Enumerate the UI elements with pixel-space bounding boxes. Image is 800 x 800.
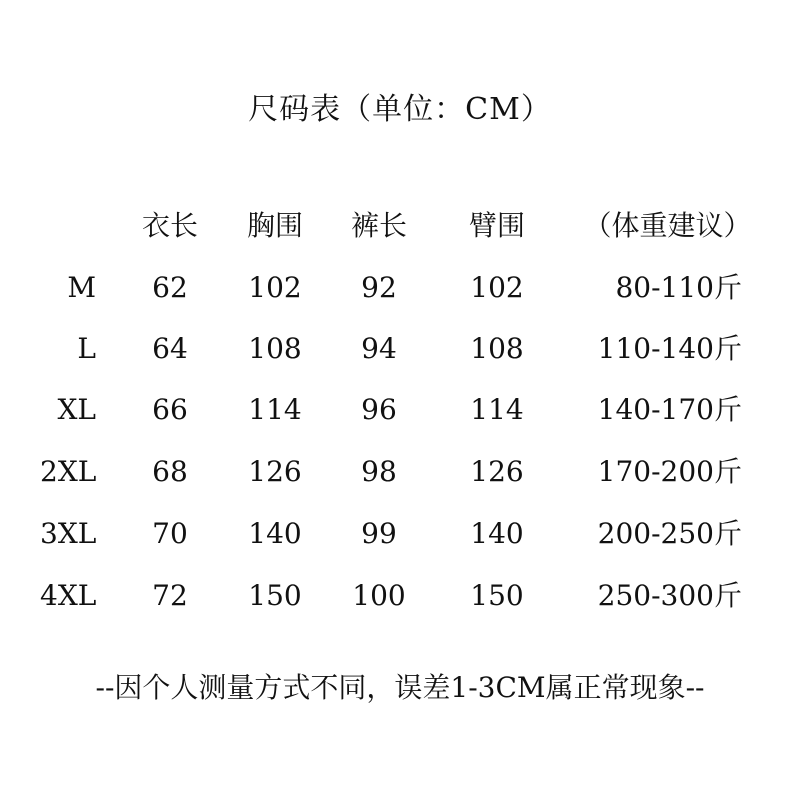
row-3xl-weight: 200-250斤 (597, 517, 742, 550)
row-xl-length: 66 (152, 393, 188, 426)
row-l-arm: 108 (470, 332, 524, 365)
header-weight: （体重建议） (583, 209, 752, 242)
row-4xl-length: 72 (152, 579, 188, 612)
page-title: 尺码表（单位：CM） (248, 92, 552, 127)
row-m-pants: 92 (361, 271, 397, 304)
row-l-pants: 94 (361, 332, 397, 365)
row-3xl-size: 3XL (40, 517, 97, 550)
measurement-note: --因个人测量方式不同，误差1-3CM属正常现象-- (95, 671, 705, 704)
header-length: 衣长 (141, 209, 198, 242)
row-l-length: 64 (152, 332, 188, 365)
row-2xl-pants: 98 (361, 455, 397, 488)
row-4xl-pants: 100 (352, 579, 406, 612)
header-arm: 臂围 (468, 209, 525, 242)
header-chest: 胸围 (246, 209, 303, 242)
row-xl-weight: 140-170斤 (597, 393, 742, 426)
row-xl-chest: 114 (248, 393, 302, 426)
row-xl-arm: 114 (470, 393, 524, 426)
row-xl-size: XL (57, 393, 96, 426)
header-pants: 裤长 (350, 209, 407, 242)
row-2xl-size: 2XL (40, 455, 97, 488)
row-4xl-arm: 150 (470, 579, 524, 612)
row-4xl-weight: 250-300斤 (597, 579, 742, 612)
row-m-chest: 102 (248, 271, 302, 304)
row-3xl-arm: 140 (470, 517, 524, 550)
row-m-weight: 80-110斤 (615, 271, 742, 304)
row-m-length: 62 (152, 271, 188, 304)
row-3xl-pants: 99 (361, 517, 397, 550)
row-3xl-length: 70 (152, 517, 188, 550)
row-2xl-arm: 126 (470, 455, 524, 488)
row-l-size: L (77, 332, 96, 365)
row-xl-pants: 96 (361, 393, 397, 426)
row-m-size: M (67, 271, 96, 304)
row-l-weight: 110-140斤 (597, 332, 742, 365)
row-l-chest: 108 (248, 332, 302, 365)
row-2xl-length: 68 (152, 455, 188, 488)
row-2xl-weight: 170-200斤 (597, 455, 742, 488)
row-4xl-size: 4XL (40, 579, 97, 612)
row-2xl-chest: 126 (248, 455, 302, 488)
row-3xl-chest: 140 (248, 517, 302, 550)
row-4xl-chest: 150 (248, 579, 302, 612)
row-m-arm: 102 (470, 271, 524, 304)
